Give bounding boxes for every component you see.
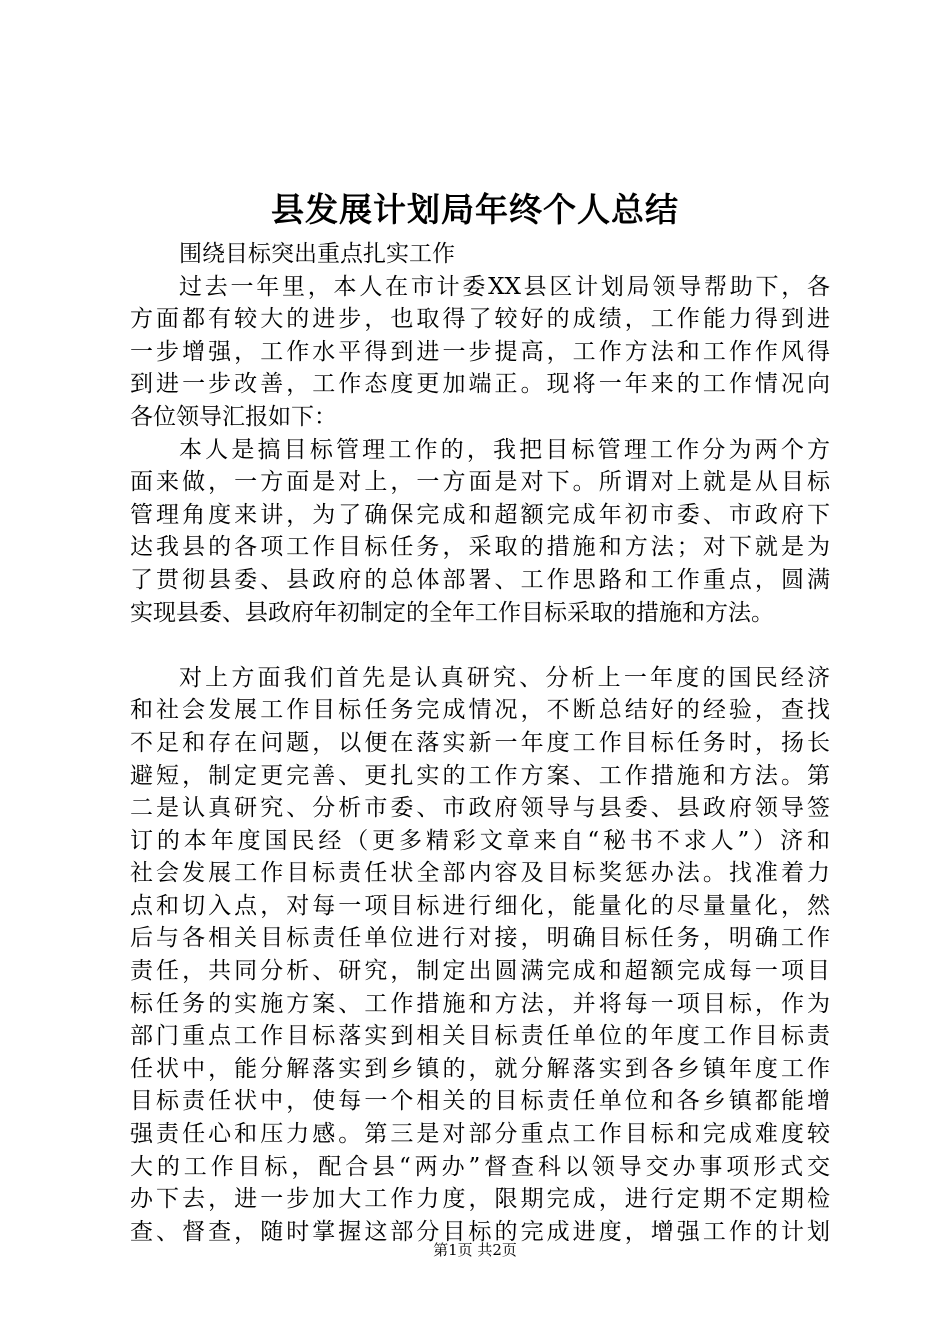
page-footer: 第1页 共2页 [433,1241,517,1259]
paragraph-line: 订的本年度国民经（更多精彩文章来自“秘书不求人”）济和 [130,827,830,854]
paragraph-1 [130,271,830,434]
paragraph-line: 二是认真研究、分析市委、市政府领导与县委、县政府领导签 [130,795,830,822]
paragraph-line: 过去一年里，本人在市计委XX县区计划局领导帮助下，各 [179,273,830,300]
paragraph-line: 任状中，能分解落实到乡镇的，就分解落实到各乡镇年度工作 [130,1055,830,1082]
document-title: 县发展计划局年终个人总结 [271,190,679,229]
paragraph-line: 不足和存在问题，以便在落实新一年度工作目标任务时，扬长 [130,729,830,756]
paragraph-line: 方面都有较大的进步，也取得了较好的成绩，工作能力得到进 [130,306,830,333]
paragraph-line: 管理角度来讲，为了确保完成和超额完成年初市委、市政府下 [130,501,830,528]
paragraph-line: 责任，共同分析、研究，制定出圆满完成和超额完成每一项目 [130,958,830,985]
paragraph-spacer [130,629,830,662]
paragraph-line: 大的工作目标，配合县“两办”督查科以领导交办事项形式交 [130,1153,830,1180]
paragraph-line: 办下去，进一步加大工作力度，限期完成，进行定期不定期检 [130,1186,830,1213]
paragraph-line: 目标责任状中，使每一个相关的目标责任单位和各乡镇都能增 [130,1088,830,1115]
paragraph-2 [130,434,830,630]
paragraph-line: 达我县的各项工作目标任务，采取的措施和方法；对下就是为 [130,534,830,561]
paragraph-line: 和社会发展工作目标任务完成情况，不断总结好的经验，查找 [130,697,830,724]
paragraph-line: 查、督查，随时掌握这部分目标的完成进度，增强工作的计划 [130,1218,830,1245]
document-body [130,238,830,1248]
paragraph-line: 面来做，一方面是对上，一方面是对下。所谓对上就是从目标 [130,469,830,496]
paragraph-line: 一步增强，工作水平得到进一步提高，工作方法和工作作风得 [130,338,830,365]
paragraph-line: 对上方面我们首先是认真研究、分析上一年度的国民经济 [179,664,830,691]
paragraph-line: 标任务的实施方案、工作措施和方法，并将每一项目标，作为 [130,990,830,1017]
paragraph-line: 避短，制定更完善、更扎实的工作方案、工作措施和方法。第 [130,762,830,789]
paragraph-line: 点和切入点，对每一项目标进行细化，能量化的尽量量化，然 [130,892,830,919]
paragraph-line: 后与各相关目标责任单位进行对接，明确目标任务，明确工作 [130,925,830,952]
paragraph-3 [130,662,830,1249]
paragraph-line: 本人是搞目标管理工作的，我把目标管理工作分为两个方 [179,436,830,463]
paragraph-line: 社会发展工作目标责任状全部内容及目标奖惩办法。找准着力 [130,860,830,887]
paragraph-line: 到进一步改善，工作态度更加端正。现将一年来的工作情况向 [130,371,830,398]
paragraph-line: 实现县委、县政府年初制定的全年工作目标采取的措施和方法。 [130,599,774,626]
paragraph-line: 部门重点工作目标落实到相关目标责任单位的年度工作目标责 [130,1023,830,1050]
paragraph-line: 了贯彻县委、县政府的总体部署、工作思路和工作重点，圆满 [130,566,830,593]
subtitle-line: 围绕目标突出重点扎实工作 [179,241,455,267]
paragraph-line: 强责任心和压力感。第三是对部分重点工作目标和完成难度较 [130,1121,830,1148]
paragraph-line: 各位领导汇报如下： [130,403,337,430]
